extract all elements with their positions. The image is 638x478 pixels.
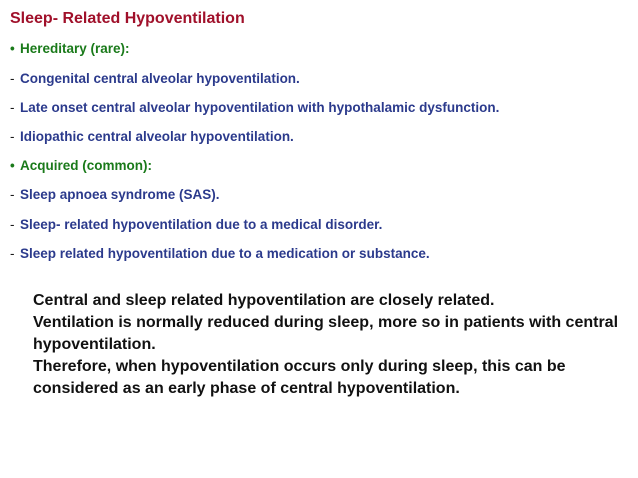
list-item xyxy=(10,216,382,234)
paragraph-line: Ventilation is normally reduced during sleep, more so in patients with central hypoventilation. xyxy=(33,314,619,353)
list-item xyxy=(10,99,499,117)
dash-marker: - xyxy=(10,217,15,232)
list-item-hereditary xyxy=(10,40,130,58)
dash-marker: - xyxy=(10,129,15,144)
list-item-text: Hereditary (rare): xyxy=(20,41,130,56)
slide-title: Sleep- Related Hypoventilation xyxy=(10,10,245,27)
list-item-text: Sleep apnoea syndrome (SAS). xyxy=(20,187,220,202)
list-item-acquired xyxy=(10,157,152,175)
bullet-marker: • xyxy=(10,41,15,56)
list-item xyxy=(10,128,294,146)
list-item-text: Late onset central alveolar hypoventilation with hypothalamic dysfunction. xyxy=(20,100,500,115)
paragraph-line: Therefore, when hypoventilation occurs only during sleep, this can be considered as an early phase of central hypoventilation. xyxy=(33,358,566,397)
dash-marker: - xyxy=(10,246,15,261)
bullet-marker: • xyxy=(10,158,15,173)
list-item-text: Idiopathic central alveolar hypoventilation. xyxy=(20,129,294,144)
list-item xyxy=(10,70,300,88)
paragraph-line: Central and sleep related hypoventilation are closely related. xyxy=(33,292,495,309)
list-item xyxy=(10,186,220,204)
dash-marker: - xyxy=(10,100,15,115)
list-item-text: Sleep- related hypoventilation due to a medical disorder. xyxy=(20,217,383,232)
dash-marker: - xyxy=(10,71,15,86)
list-item-text: Acquired (common): xyxy=(20,158,153,173)
list-item xyxy=(10,245,430,263)
list-item-text: Congenital central alveolar hypoventilation. xyxy=(20,71,300,86)
list-item-text: Sleep related hypoventilation due to a medication or substance. xyxy=(20,246,430,261)
dash-marker: - xyxy=(10,187,15,202)
summary-paragraph xyxy=(33,290,623,400)
